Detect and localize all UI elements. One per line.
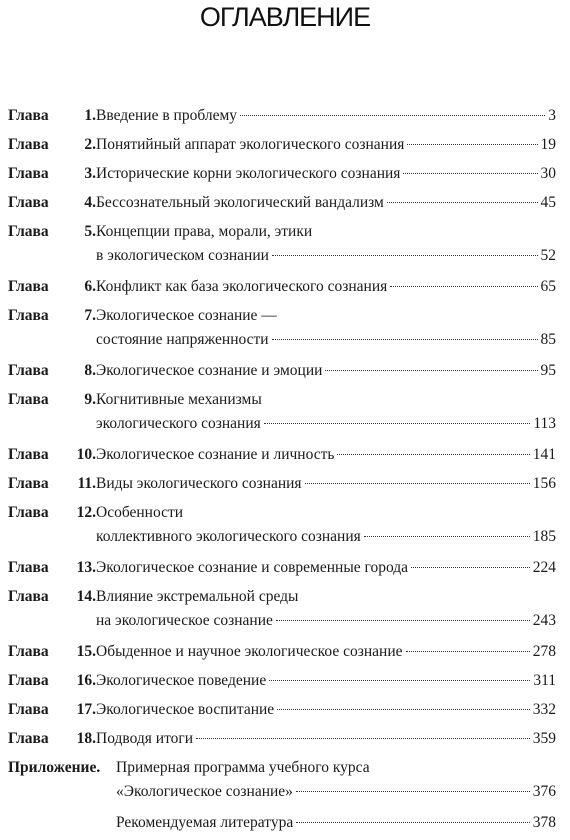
dot-leader <box>305 483 530 484</box>
toc-entry-chapter-2[interactable] <box>0 133 570 157</box>
chapter-body <box>96 191 556 215</box>
toc-entry-chapter-4[interactable] <box>0 191 570 215</box>
chapter-body <box>96 640 556 664</box>
chapter-title-line <box>96 585 556 609</box>
toc-entry-chapter-17[interactable] <box>0 698 570 722</box>
chapter-body <box>96 698 556 722</box>
chapter-title-text: Экологическое сознание и личность <box>96 446 335 463</box>
toc-entry-chapter-7[interactable] <box>0 304 570 352</box>
chapter-title-text: на экологическое сознание <box>96 612 273 629</box>
chapter-body <box>96 669 556 693</box>
chapter-word: Глава <box>8 672 49 689</box>
chapter-title-text: Экологическое сознание и эмоции <box>96 362 323 379</box>
chapter-title-line <box>96 162 556 186</box>
chapter-body <box>96 133 556 157</box>
chapter-title-line <box>96 669 556 693</box>
dot-leader <box>406 651 530 652</box>
page-number: 243 <box>532 612 556 629</box>
chapter-word: Глава <box>8 278 49 295</box>
chapter-title-text: Обыденное и научное экологическое сознание <box>96 643 403 660</box>
chapter-number: 17. <box>76 701 96 718</box>
chapter-word: Глава <box>8 559 49 576</box>
chapter-number: 4. <box>84 194 96 211</box>
table-of-contents <box>0 104 570 840</box>
chapter-number: 6. <box>84 278 96 295</box>
literature-title-text: Рекомендуемая литература <box>116 814 294 831</box>
page-number: 185 <box>532 528 556 545</box>
page-number: 376 <box>532 783 556 800</box>
chapter-word: Глава <box>8 107 49 124</box>
chapter-label <box>8 388 96 412</box>
chapter-body <box>96 472 556 496</box>
dot-leader <box>196 738 530 739</box>
literature-body <box>116 811 556 835</box>
chapter-number: 11. <box>77 475 96 492</box>
chapter-word: Глава <box>8 446 49 463</box>
chapter-body <box>96 585 556 633</box>
page-number: 278 <box>532 643 556 660</box>
chapter-number: 12. <box>76 504 96 521</box>
page-number: 45 <box>540 194 556 211</box>
chapter-label <box>8 133 96 157</box>
chapter-number: 7. <box>84 307 96 324</box>
chapter-number: 15. <box>76 643 96 660</box>
chapter-label <box>8 640 96 664</box>
chapter-body <box>96 220 556 268</box>
page-number: 224 <box>532 559 556 576</box>
appendix-title-line <box>116 756 556 780</box>
toc-entry-chapter-9[interactable] <box>0 388 570 436</box>
chapter-title-text: в экологическом сознании <box>96 247 269 264</box>
chapter-label <box>8 162 96 186</box>
page-number: 52 <box>540 247 556 264</box>
toc-entry-chapter-6[interactable] <box>0 275 570 299</box>
chapter-title-text: Влияние экстремальной среды <box>96 588 299 605</box>
chapter-title-text: Подводя итоги <box>96 730 194 747</box>
chapter-word: Глава <box>8 136 49 153</box>
page-title: ОГЛАВЛЕНИЕ <box>199 2 371 32</box>
toc-entry-chapter-16[interactable] <box>0 669 570 693</box>
chapter-title-line <box>96 472 556 496</box>
chapter-number: 5. <box>84 223 96 240</box>
chapter-title-text: Экологическое сознание — <box>96 307 277 324</box>
chapter-title-text: Введение в проблему <box>96 107 238 124</box>
chapter-label <box>8 275 96 299</box>
toc-entry-appendix[interactable] <box>0 756 570 804</box>
chapter-word: Глава <box>8 730 49 747</box>
chapter-title-line <box>96 727 556 751</box>
page-number: 30 <box>540 165 556 182</box>
dot-leader <box>403 173 537 174</box>
chapter-word: Глава <box>8 223 49 240</box>
chapter-title-line <box>96 640 556 664</box>
page-number: 378 <box>532 814 556 831</box>
chapter-body <box>96 388 556 436</box>
dot-leader <box>276 620 530 621</box>
chapter-body <box>96 275 556 299</box>
chapter-title-line <box>96 412 556 436</box>
chapter-word: Глава <box>8 701 49 718</box>
appendix-title-text: Примерная программа учебного курса <box>116 759 370 776</box>
chapter-label <box>8 698 96 722</box>
dot-leader <box>272 339 538 340</box>
appendix-body <box>116 756 556 804</box>
chapter-title-text: Виды экологического сознания <box>96 475 302 492</box>
toc-entry-chapter-1[interactable] <box>0 104 570 128</box>
dot-leader <box>296 822 530 823</box>
chapter-number: 1. <box>84 107 96 124</box>
dot-leader <box>325 370 537 371</box>
chapter-title-line <box>96 525 556 549</box>
chapter-body <box>96 443 556 467</box>
page-number: 3 <box>548 107 556 124</box>
appendix-title-line <box>116 780 556 804</box>
chapter-label <box>8 585 96 609</box>
dot-leader <box>407 144 537 145</box>
chapter-title-line <box>96 191 556 215</box>
chapter-title-line <box>96 244 556 268</box>
chapter-body <box>96 359 556 383</box>
chapter-word: Глава <box>8 362 49 379</box>
chapter-label <box>8 556 96 580</box>
chapter-label <box>8 304 96 328</box>
chapter-word: Глава <box>8 643 49 660</box>
toc-entry-chapter-18[interactable] <box>0 727 570 751</box>
chapter-label <box>8 727 96 751</box>
chapter-number: 8. <box>84 362 96 379</box>
toc-entry-chapter-3[interactable] <box>0 162 570 186</box>
toc-entry-chapter-8[interactable] <box>0 359 570 383</box>
chapter-body <box>96 501 556 549</box>
chapter-number: 18. <box>76 730 96 747</box>
chapter-body <box>96 727 556 751</box>
literature-line <box>116 811 556 835</box>
chapter-number: 9. <box>84 391 96 408</box>
appendix-label: Приложение. <box>8 759 101 776</box>
chapter-number: 14. <box>76 588 96 605</box>
chapter-label <box>8 501 96 525</box>
chapter-title-text: Исторические корни экологического сознания <box>96 165 401 182</box>
dot-leader <box>390 286 537 287</box>
chapter-title-text: Бессознательный экологический вандализм <box>96 194 384 211</box>
chapter-label <box>8 472 96 496</box>
toc-entry-chapter-15[interactable] <box>0 640 570 664</box>
page-number: 359 <box>532 730 556 747</box>
dot-leader <box>277 709 530 710</box>
dot-leader <box>411 567 530 568</box>
chapter-body <box>96 304 556 352</box>
chapter-word: Глава <box>8 194 49 211</box>
chapter-number: 3. <box>84 165 96 182</box>
chapter-title-line <box>96 275 556 299</box>
chapter-title-line <box>96 698 556 722</box>
chapter-word: Глава <box>8 504 49 521</box>
chapter-body <box>96 556 556 580</box>
chapter-body <box>96 104 556 128</box>
chapter-word: Глава <box>8 307 49 324</box>
chapter-label <box>8 359 96 383</box>
toc-entry-literature[interactable] <box>0 811 570 835</box>
dot-leader <box>364 536 530 537</box>
dot-leader <box>272 255 538 256</box>
chapter-number: 2. <box>84 136 96 153</box>
chapter-number: 13. <box>76 559 96 576</box>
toc-entry-chapter-13[interactable] <box>0 556 570 580</box>
chapter-number: 10. <box>76 446 96 463</box>
dot-leader <box>387 202 538 203</box>
chapter-label <box>8 104 96 128</box>
chapter-title-line <box>96 388 556 412</box>
page-number: 95 <box>540 362 556 379</box>
chapter-word: Глава <box>8 391 49 408</box>
chapter-title-text: Особенности <box>96 504 184 521</box>
chapter-title-line <box>96 304 556 328</box>
chapter-title-line <box>96 359 556 383</box>
toc-entry-chapter-10[interactable] <box>0 443 570 467</box>
chapter-label <box>8 220 96 244</box>
chapter-title-line <box>96 501 556 525</box>
chapter-word: Глава <box>8 165 49 182</box>
chapter-title-text: Конфликт как база экологического сознания <box>96 278 388 295</box>
chapter-label <box>8 443 96 467</box>
page-number: 332 <box>532 701 556 718</box>
chapter-title-text: экологического сознания <box>96 415 261 432</box>
toc-entry-chapter-12[interactable] <box>0 501 570 549</box>
appendix-title-text: «Экологическое сознание» <box>116 783 293 800</box>
toc-entry-chapter-5[interactable] <box>0 220 570 268</box>
chapter-word: Глава <box>8 475 49 492</box>
page-number: 141 <box>532 446 556 463</box>
chapter-title-line <box>96 609 556 633</box>
dot-leader <box>240 115 545 116</box>
page-number: 19 <box>540 136 556 153</box>
chapter-title-text: Экологическое сознание и современные города <box>96 559 409 576</box>
chapter-title-line <box>96 133 556 157</box>
toc-entry-chapter-11[interactable] <box>0 472 570 496</box>
page-number: 311 <box>533 672 556 689</box>
dot-leader <box>296 791 530 792</box>
chapter-word: Глава <box>8 588 49 605</box>
chapter-body <box>96 162 556 186</box>
chapter-number: 16. <box>76 672 96 689</box>
chapter-title-text: коллективного экологического сознания <box>96 528 361 545</box>
chapter-title-line <box>96 220 556 244</box>
chapter-title-text: Концепции права, морали, этики <box>96 223 313 240</box>
page-number: 156 <box>532 475 556 492</box>
chapter-title-text: Понятийный аппарат экологического сознания <box>96 136 405 153</box>
chapter-title-text: Когнитивные механизмы <box>96 391 262 408</box>
dot-leader <box>264 423 531 424</box>
chapter-title-text: Экологическое поведение <box>96 672 267 689</box>
chapter-title-line <box>96 328 556 352</box>
dot-leader <box>337 454 529 455</box>
toc-entry-chapter-14[interactable] <box>0 585 570 633</box>
page-number: 85 <box>540 331 556 348</box>
chapter-title-line <box>96 104 556 128</box>
chapter-title-line <box>96 556 556 580</box>
chapter-label <box>8 669 96 693</box>
chapter-title-line <box>96 443 556 467</box>
chapter-title-text: состояние напряженности <box>96 331 269 348</box>
page-number: 113 <box>533 415 556 432</box>
page-number: 65 <box>540 278 556 295</box>
chapter-label <box>8 191 96 215</box>
dot-leader <box>269 680 530 681</box>
chapter-title-text: Экологическое воспитание <box>96 701 275 718</box>
